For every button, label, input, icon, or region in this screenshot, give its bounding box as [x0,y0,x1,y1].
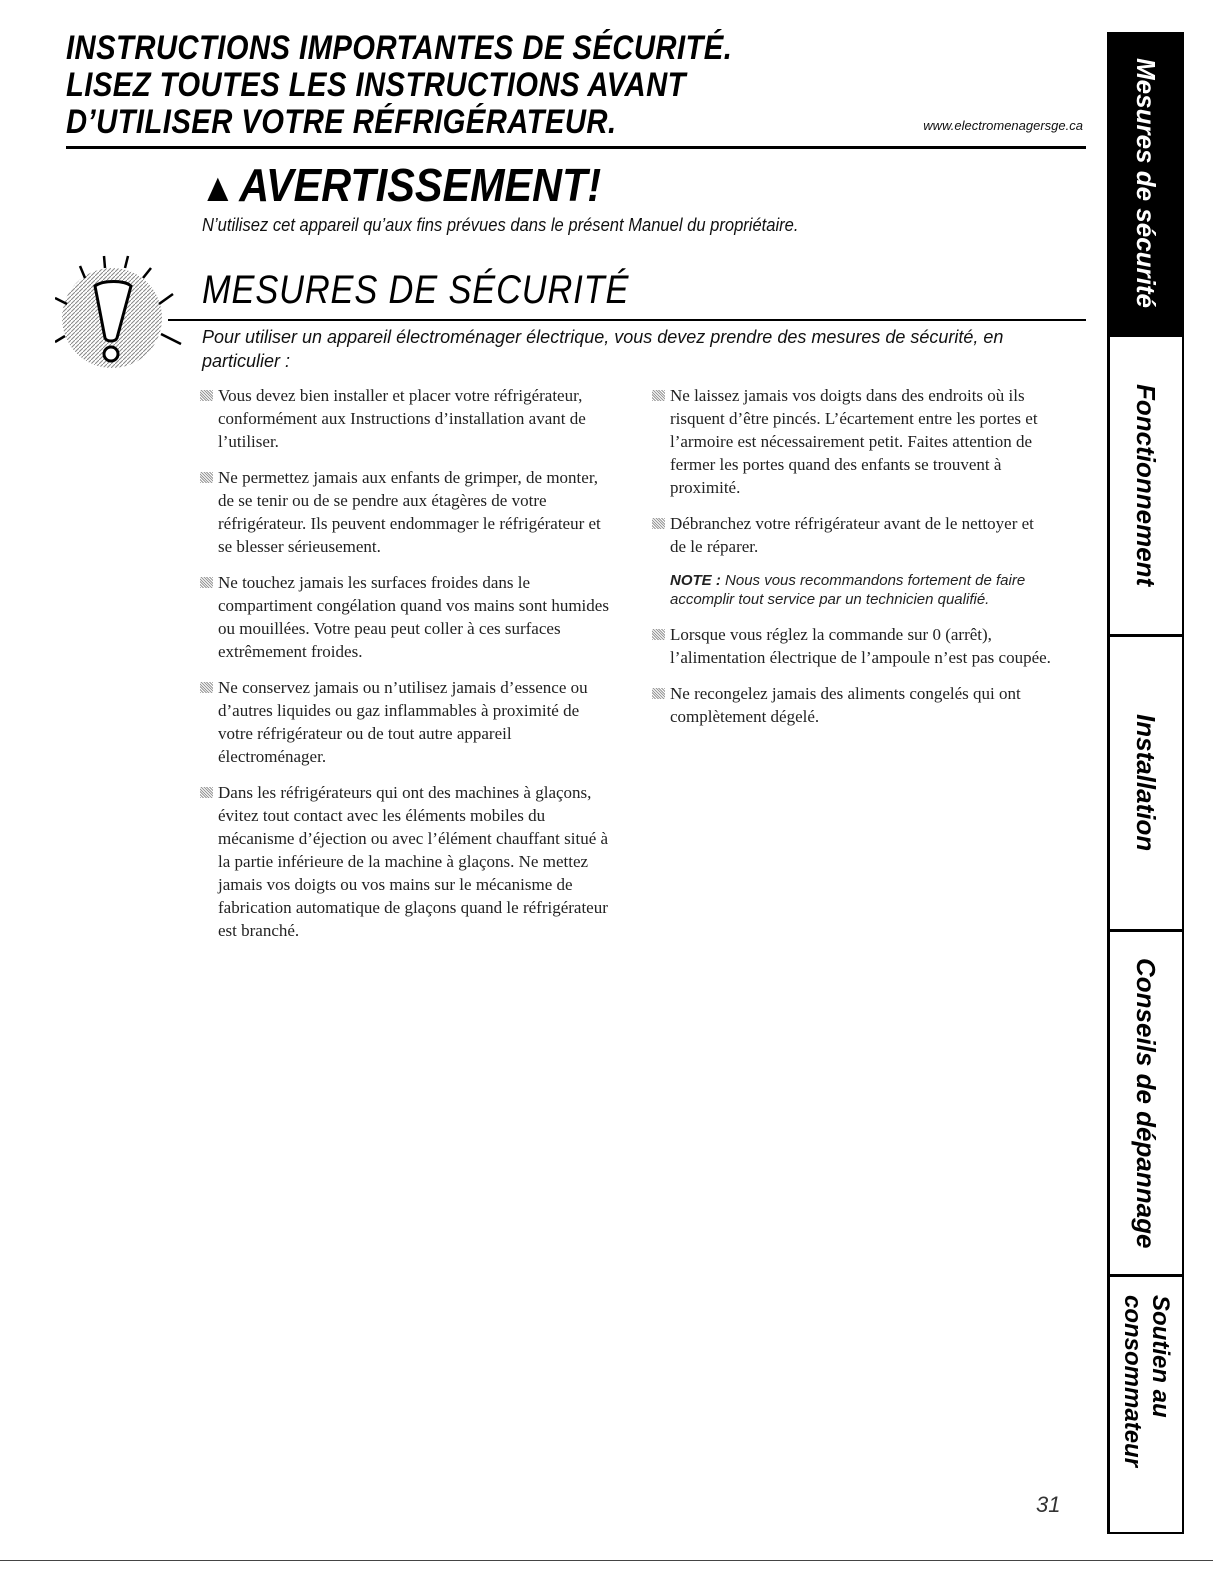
warning-subtitle: N’utilisez cet appareil qu’aux fins prévues dans le présent Manuel du propriétaire. [202,215,799,235]
list-item: Ne touchez jamais les surfaces froides dans le compartiment congélation quand vos mains sont humides ou mouillées. Votre peau peut coller à ces surfaces extrêmement froides. [200,571,615,663]
bullet-icon [200,787,213,798]
list-item: Lorsque vous réglez la commande sur 0 (arrêt), l’alimentation électrique de l’ampoule n’est pas coupée. [652,623,1052,669]
bullet-icon [200,472,213,483]
tab-fonctionnement[interactable] [1110,337,1182,637]
section-intro: Pour utiliser un appareil électroménager électrique, vous devez prendre des mesures de sécurité, en particulier : [202,327,1004,371]
right-column [652,384,1052,741]
note-label: NOTE : [670,572,721,589]
warning-triangle-icon: ▲ [200,166,236,210]
list-item: Débranchez votre réfrigérateur avant de le nettoyer et de le réparer. [652,512,1052,558]
section-divider [168,319,1086,321]
tab-soutien-au-consommateur[interactable] [1110,1277,1182,1532]
list-item: Ne recongelez jamais des aliments congelés qui ont complètement dégelé. [652,682,1052,728]
tab-installation[interactable] [1110,637,1182,932]
list-item: Ne laissez jamais vos doigts dans des endroits où ils risquent d’être pincés. L’écartement entre les portes et l’armoire est nécessairement petit. Faites attention de fermer les portes quand des enfants se trouvent à proximité. [652,384,1052,499]
header-line-3: D’UTILISER VOTRE RÉFRIGÉRATEUR. [66,103,617,141]
list-item: Ne conservez jamais ou n’utilisez jamais d’essence ou d’autres liquides ou gaz inflammables à proximité de votre réfrigérateur ou de tout autre appareil électroménager. [200,676,615,768]
tab-label: Installation [1131,714,1161,852]
list-item: Dans les réfrigérateurs qui ont des machines à glaçons, évitez tout contact avec les éléments mobiles du mécanisme d’éjection ou avec l’élément chauffant situé à la partie inférieure de la machine à glaçons. Ne mettez jamais vos doigts ou vos mains sur le mécanisme de fabrication automatique de glaçons quand le réfrigérateur est branché. [200,781,615,942]
list-item: Vous devez bien installer et placer votre réfrigérateur, conformément aux Instructions d’installation avant de l’utiliser. [200,384,615,453]
tab-conseils-de-depannage[interactable] [1110,932,1182,1277]
bullet-icon [652,629,665,640]
bullet-icon [200,390,213,401]
note [670,571,1052,609]
tab-label: Mesures de sécurité [1131,57,1161,308]
bullet-icon [652,688,665,699]
warning-title-text: AVERTISSEMENT! [239,159,602,211]
section-title: MESURES DE SÉCURITÉ [202,268,630,312]
header-line-1: INSTRUCTIONS IMPORTANTES DE SÉCURITÉ. [66,29,733,67]
tab-mesures-de-securite[interactable] [1110,32,1182,337]
bullet-icon [200,577,213,588]
section-sidebar [1107,32,1184,1534]
tab-label: Conseils de dépannage [1131,957,1161,1249]
bullet-icon [200,682,213,693]
page-header [66,30,1086,141]
page-bottom-rule [0,1560,1213,1561]
website-link[interactable]: www.electromenagersge.ca [923,118,1083,133]
warning-title [200,160,601,213]
bullet-icon [652,518,665,529]
list-item: Ne permettez jamais aux enfants de grimper, de monter, de se tenir ou de se pendre aux étagères de votre réfrigérateur. Ils peuvent endommager le réfrigérateur et se blesser sérieusement. [200,466,615,558]
tab-label: Fonctionnement [1131,384,1161,587]
header-line-2: LISEZ TOUTES LES INSTRUCTIONS AVANT [66,66,686,104]
safety-exclamation-icon [55,252,185,372]
header-divider [66,146,1086,149]
note-text: Nous vous recommandons fortement de faire accomplir tout service par un technicien qualifié. [670,572,1026,608]
bullet-icon [652,390,665,401]
tab-label: Soutien au consommateur [1119,1294,1174,1467]
page-number: 31 [1036,1492,1061,1517]
left-column [200,384,615,955]
